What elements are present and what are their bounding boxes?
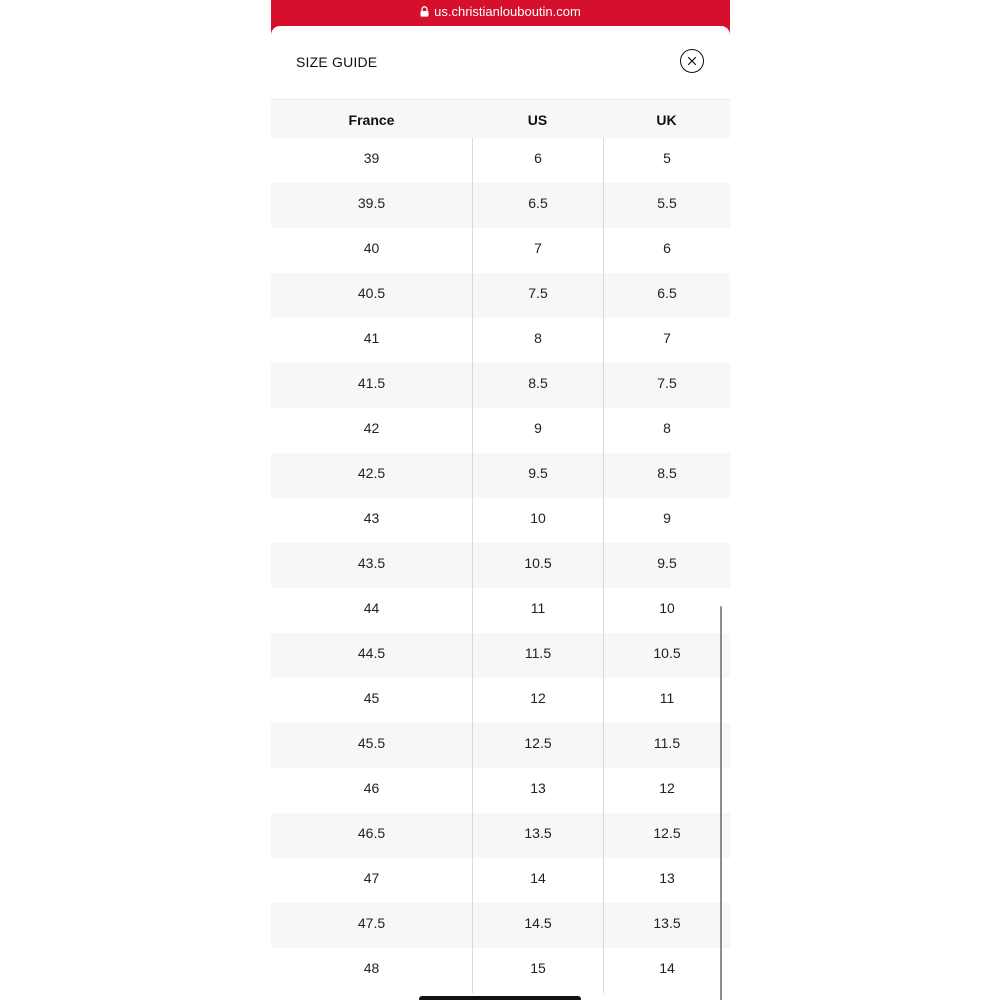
cell-us: 7.5 bbox=[472, 273, 603, 318]
cell-uk: 6 bbox=[603, 228, 730, 273]
cell-france: 39 bbox=[363, 149, 380, 166]
table-row bbox=[271, 903, 730, 948]
table-row bbox=[271, 228, 730, 273]
sheet-title: SIZE GUIDE bbox=[296, 54, 378, 70]
cell-us: 12.5 bbox=[472, 723, 603, 768]
table-row bbox=[271, 498, 730, 543]
cell-uk: 12 bbox=[603, 768, 730, 813]
cell-uk: 14 bbox=[603, 948, 730, 993]
cell-us: 10 bbox=[472, 498, 603, 543]
table-row bbox=[271, 408, 730, 453]
cell-uk: 8 bbox=[603, 408, 730, 453]
table-row bbox=[271, 453, 730, 498]
table-row bbox=[271, 318, 730, 363]
cell-us: 14 bbox=[472, 858, 603, 903]
table-row bbox=[271, 768, 730, 813]
cell-france: 46.5 bbox=[357, 824, 386, 841]
cell-us: 11.5 bbox=[472, 633, 603, 678]
cell-uk: 13 bbox=[603, 858, 730, 903]
cell-us: 9.5 bbox=[472, 453, 603, 498]
close-button[interactable] bbox=[680, 49, 704, 73]
header-france: France bbox=[348, 112, 395, 128]
cell-us: 15 bbox=[472, 948, 603, 993]
table-row bbox=[271, 948, 730, 993]
cell-france: 47.5 bbox=[357, 914, 386, 931]
cell-france: 42 bbox=[363, 419, 380, 436]
cell-us: 11 bbox=[472, 588, 603, 633]
cell-france: 44.5 bbox=[357, 644, 386, 661]
cell-us: 10.5 bbox=[472, 543, 603, 588]
cell-uk: 7.5 bbox=[603, 363, 730, 408]
cell-uk: 11 bbox=[603, 678, 730, 723]
table-row bbox=[271, 813, 730, 858]
table-row bbox=[271, 183, 730, 228]
sheet-header bbox=[271, 26, 730, 100]
cell-uk: 8.5 bbox=[603, 453, 730, 498]
cell-us: 8.5 bbox=[472, 363, 603, 408]
url-row[interactable] bbox=[271, 2, 730, 20]
header-us: US bbox=[527, 112, 548, 128]
cell-france: 39.5 bbox=[357, 194, 386, 211]
table-row bbox=[271, 633, 730, 678]
cell-france: 45 bbox=[363, 689, 380, 706]
header-uk: UK bbox=[656, 112, 677, 128]
cell-uk: 9 bbox=[603, 498, 730, 543]
table-row bbox=[271, 273, 730, 318]
cell-uk: 7 bbox=[603, 318, 730, 363]
cell-france: 43 bbox=[363, 509, 380, 526]
close-icon bbox=[687, 56, 697, 66]
cell-us: 6.5 bbox=[472, 183, 603, 228]
size-table bbox=[271, 100, 730, 993]
table-row bbox=[271, 588, 730, 633]
cell-us: 13.5 bbox=[472, 813, 603, 858]
cell-france: 41 bbox=[363, 329, 380, 346]
cell-france: 47 bbox=[363, 869, 380, 886]
cell-uk: 5.5 bbox=[603, 183, 730, 228]
scrollbar[interactable] bbox=[720, 606, 722, 1000]
cell-us: 14.5 bbox=[472, 903, 603, 948]
table-row bbox=[271, 723, 730, 768]
cell-france: 43.5 bbox=[357, 554, 386, 571]
cell-uk: 9.5 bbox=[603, 543, 730, 588]
cell-us: 9 bbox=[472, 408, 603, 453]
cell-uk: 13.5 bbox=[603, 903, 730, 948]
table-row bbox=[271, 858, 730, 903]
cell-us: 8 bbox=[472, 318, 603, 363]
cell-france: 40 bbox=[363, 239, 380, 256]
lock-icon bbox=[420, 6, 429, 17]
cell-france: 41.5 bbox=[357, 374, 386, 391]
table-row bbox=[271, 543, 730, 588]
cell-france: 42.5 bbox=[357, 464, 386, 481]
cell-uk: 5 bbox=[603, 138, 730, 183]
cell-france: 48 bbox=[363, 959, 380, 976]
table-row bbox=[271, 363, 730, 408]
cell-us: 12 bbox=[472, 678, 603, 723]
cell-france: 45.5 bbox=[357, 734, 386, 751]
table-row bbox=[271, 138, 730, 183]
cell-us: 7 bbox=[472, 228, 603, 273]
cell-us: 13 bbox=[472, 768, 603, 813]
cell-france: 44 bbox=[363, 599, 380, 616]
cell-france: 40.5 bbox=[357, 284, 386, 301]
table-body bbox=[271, 138, 730, 993]
url-text[interactable]: us.christianlouboutin.com bbox=[434, 3, 581, 19]
cell-france: 46 bbox=[363, 779, 380, 796]
size-guide-sheet bbox=[271, 26, 730, 1000]
table-header bbox=[271, 100, 730, 138]
cell-uk: 6.5 bbox=[603, 273, 730, 318]
cell-uk: 12.5 bbox=[603, 813, 730, 858]
cell-uk: 11.5 bbox=[603, 723, 730, 768]
cell-us: 6 bbox=[472, 138, 603, 183]
table-row bbox=[271, 678, 730, 723]
phone-screen bbox=[271, 0, 730, 1000]
cell-uk: 10 bbox=[603, 588, 730, 633]
home-indicator[interactable] bbox=[419, 996, 581, 1000]
cell-uk: 10.5 bbox=[603, 633, 730, 678]
